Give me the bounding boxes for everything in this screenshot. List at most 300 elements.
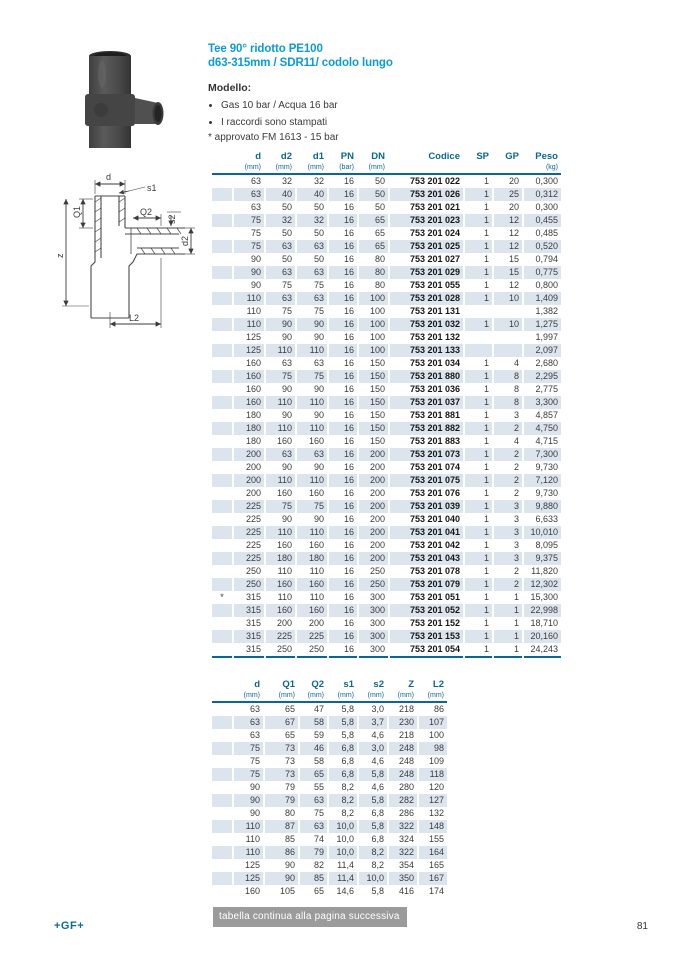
cell-codice: 753 201 132 <box>389 331 464 344</box>
col-unit-s2: (mm) <box>358 691 388 702</box>
cell-note <box>212 781 233 794</box>
article-table <box>212 151 561 658</box>
cell-Q1: 73 <box>264 755 299 768</box>
cell-L2: 132 <box>418 807 447 820</box>
cell-d: 200 <box>233 448 265 461</box>
cell-d2: 90 <box>265 318 296 331</box>
cell-SP: 1 <box>464 539 493 552</box>
cell-note <box>212 383 233 396</box>
col-header-Z: Z <box>388 679 418 691</box>
cell-d: 90 <box>233 279 265 292</box>
cell-d: 125 <box>233 872 264 885</box>
cell-note <box>212 513 233 526</box>
cell-d: 315 <box>233 630 265 643</box>
table-row <box>212 768 447 781</box>
cell-d: 63 <box>233 174 265 188</box>
table-row <box>212 305 561 318</box>
dim-label-q2: Q2 <box>140 207 153 217</box>
cell-GP: 12 <box>493 214 523 227</box>
cell-Z: 280 <box>388 781 418 794</box>
cell-Q2: 58 <box>299 755 328 768</box>
cell-GP: 12 <box>493 240 523 253</box>
cell-d: 225 <box>233 552 265 565</box>
cell-PN: 16 <box>328 201 358 214</box>
cell-d1: 40 <box>296 188 328 201</box>
cell-d: 180 <box>233 435 265 448</box>
table-row <box>212 885 447 898</box>
cell-codice: 753 201 051 <box>389 591 464 604</box>
cell-peso: 7,120 <box>523 474 561 487</box>
cell-GP: 2 <box>493 578 523 591</box>
cell-GP: 2 <box>493 474 523 487</box>
cell-L2: 100 <box>418 729 447 742</box>
table-row <box>212 396 561 409</box>
cell-Q1: 65 <box>264 729 299 742</box>
cell-peso: 22,998 <box>523 604 561 617</box>
table-row <box>212 781 447 794</box>
cell-d1: 90 <box>296 383 328 396</box>
cell-codice: 753 201 153 <box>389 630 464 643</box>
cell-GP: 2 <box>493 565 523 578</box>
cell-Q2: 63 <box>299 820 328 833</box>
page-title: Tee 90° ridotto PE100 <box>208 43 323 55</box>
cell-d: 110 <box>233 305 265 318</box>
cell-SP: 1 <box>464 201 493 214</box>
cell-PN: 16 <box>328 266 358 279</box>
col-unit-d: (mm) <box>233 163 265 174</box>
technical-drawing <box>33 166 201 339</box>
cell-d: 315 <box>233 617 265 630</box>
cell-codice: 753 201 152 <box>389 617 464 630</box>
table-row <box>212 214 561 227</box>
cell-d1: 75 <box>296 305 328 318</box>
cell-Q1: 90 <box>264 859 299 872</box>
cell-Q2: 79 <box>299 846 328 859</box>
cell-PN: 16 <box>328 240 358 253</box>
cell-L2: 167 <box>418 872 447 885</box>
cell-d: 315 <box>233 643 265 657</box>
cell-peso: 4,715 <box>523 435 561 448</box>
cell-SP: 1 <box>464 253 493 266</box>
model-bullet-list <box>208 98 538 130</box>
cell-SP <box>464 344 493 357</box>
cell-SP: 1 <box>464 487 493 500</box>
model-label: Modello: <box>208 82 252 94</box>
cell-s1: 10,0 <box>328 820 358 833</box>
cell-d1: 200 <box>296 617 328 630</box>
col-header-s2: s2 <box>358 679 388 691</box>
cell-s1: 11,4 <box>328 859 358 872</box>
col-unit-GP <box>493 163 523 174</box>
cell-d: 225 <box>233 513 265 526</box>
cell-L2: 174 <box>418 885 447 898</box>
cell-PN: 16 <box>328 461 358 474</box>
cell-GP: 3 <box>493 500 523 513</box>
cell-d2: 200 <box>265 617 296 630</box>
cell-s2: 4,6 <box>358 755 388 768</box>
cell-Z: 354 <box>388 859 418 872</box>
cell-d: 63 <box>233 716 264 729</box>
cell-GP: 3 <box>493 409 523 422</box>
table-row <box>212 716 447 729</box>
title-block <box>208 42 538 144</box>
cell-L2: 109 <box>418 755 447 768</box>
cell-peso: 9,730 <box>523 461 561 474</box>
cell-GP: 1 <box>493 604 523 617</box>
cell-d2: 160 <box>265 487 296 500</box>
cell-L2: 120 <box>418 781 447 794</box>
cell-d2: 75 <box>265 500 296 513</box>
table-row <box>212 591 561 604</box>
cell-note <box>212 227 233 240</box>
cell-d2: 50 <box>265 201 296 214</box>
cell-SP: 1 <box>464 552 493 565</box>
cell-s1: 6,8 <box>328 768 358 781</box>
cell-DN: 100 <box>358 331 389 344</box>
model-bullet: • I raccordi sono stampati <box>221 115 538 130</box>
cell-SP: 1 <box>464 565 493 578</box>
cell-SP: 1 <box>464 409 493 422</box>
cell-L2: 86 <box>418 702 447 716</box>
col-unit-d: (mm) <box>233 691 264 702</box>
cell-PN: 16 <box>328 539 358 552</box>
cell-peso: 2,775 <box>523 383 561 396</box>
cell-DN: 200 <box>358 539 389 552</box>
cell-d1: 160 <box>296 578 328 591</box>
cell-peso: 0,300 <box>523 174 561 188</box>
cell-peso: 15,300 <box>523 591 561 604</box>
cell-codice: 753 201 131 <box>389 305 464 318</box>
cell-codice: 753 201 054 <box>389 643 464 657</box>
cell-d: 110 <box>233 833 264 846</box>
cell-d1: 63 <box>296 240 328 253</box>
page-number: 81 <box>636 921 648 932</box>
cell-s2: 8,2 <box>358 859 388 872</box>
cell-d1: 32 <box>296 214 328 227</box>
cell-DN: 100 <box>358 305 389 318</box>
cell-codice: 753 201 133 <box>389 344 464 357</box>
cell-peso: 8,095 <box>523 539 561 552</box>
cell-note <box>212 630 233 643</box>
cell-peso: 2,295 <box>523 370 561 383</box>
cell-PN: 16 <box>328 383 358 396</box>
cell-peso: 9,375 <box>523 552 561 565</box>
cell-d: 200 <box>233 487 265 500</box>
cell-PN: 16 <box>328 370 358 383</box>
table-row <box>212 820 447 833</box>
cell-note <box>212 578 233 591</box>
cell-Z: 248 <box>388 768 418 781</box>
cell-PN: 16 <box>328 227 358 240</box>
cell-codice: 753 201 028 <box>389 292 464 305</box>
article-table-body <box>212 174 561 657</box>
table-row <box>212 500 561 513</box>
cell-Q2: 46 <box>299 742 328 755</box>
cell-d: 63 <box>233 702 264 716</box>
cell-DN: 200 <box>358 448 389 461</box>
cell-codice: 753 201 880 <box>389 370 464 383</box>
cell-d: 110 <box>233 820 264 833</box>
cell-d: 180 <box>233 422 265 435</box>
cell-d: 160 <box>233 357 265 370</box>
cell-DN: 200 <box>358 552 389 565</box>
table-row <box>212 872 447 885</box>
cell-Q2: 74 <box>299 833 328 846</box>
cell-s1: 6,8 <box>328 755 358 768</box>
cell-GP <box>493 344 523 357</box>
cell-DN: 100 <box>358 344 389 357</box>
col-unit-d2: (mm) <box>265 163 296 174</box>
col-header-codice: Codice <box>389 151 464 163</box>
cell-note <box>212 461 233 474</box>
table-row <box>212 344 561 357</box>
cell-d2: 90 <box>265 331 296 344</box>
cell-d1: 63 <box>296 266 328 279</box>
cell-PN: 16 <box>328 474 358 487</box>
cell-peso: 0,300 <box>523 201 561 214</box>
cell-SP: 1 <box>464 214 493 227</box>
table-row <box>212 604 561 617</box>
cell-d2: 160 <box>265 539 296 552</box>
cell-PN: 16 <box>328 253 358 266</box>
cell-s2: 6,8 <box>358 833 388 846</box>
cell-codice: 753 201 075 <box>389 474 464 487</box>
cell-note <box>212 702 233 716</box>
col-unit-peso: (kg) <box>523 163 561 174</box>
cell-peso: 4,857 <box>523 409 561 422</box>
cell-GP: 12 <box>493 227 523 240</box>
cell-SP: 1 <box>464 357 493 370</box>
cell-PN: 16 <box>328 487 358 500</box>
cell-note <box>212 617 233 630</box>
cell-d1: 110 <box>296 344 328 357</box>
cell-DN: 150 <box>358 396 389 409</box>
cell-GP: 2 <box>493 422 523 435</box>
cell-PN: 16 <box>328 422 358 435</box>
col-header-d2: d2 <box>265 151 296 163</box>
cell-codice: 753 201 052 <box>389 604 464 617</box>
cell-peso: 11,820 <box>523 565 561 578</box>
table-row <box>212 370 561 383</box>
cell-d2: 160 <box>265 435 296 448</box>
table-row <box>212 409 561 422</box>
cell-note <box>212 370 233 383</box>
cell-DN: 100 <box>358 292 389 305</box>
cell-peso: 9,880 <box>523 500 561 513</box>
cell-note <box>212 409 233 422</box>
cell-d: 63 <box>233 729 264 742</box>
cell-note <box>212 201 233 214</box>
cell-SP: 1 <box>464 448 493 461</box>
cell-codice: 753 201 024 <box>389 227 464 240</box>
cell-d1: 160 <box>296 539 328 552</box>
cell-Q1: 73 <box>264 742 299 755</box>
cell-d: 90 <box>233 781 264 794</box>
cell-d: 110 <box>233 846 264 859</box>
cell-Z: 248 <box>388 742 418 755</box>
col-unit-Q1: (mm) <box>264 691 299 702</box>
cell-GP: 10 <box>493 292 523 305</box>
cell-GP: 8 <box>493 383 523 396</box>
cell-PN: 16 <box>328 591 358 604</box>
cell-d1: 225 <box>296 630 328 643</box>
table-row <box>212 331 561 344</box>
cell-L2: 165 <box>418 859 447 872</box>
cell-DN: 250 <box>358 578 389 591</box>
cell-DN: 150 <box>358 383 389 396</box>
cell-DN: 50 <box>358 188 389 201</box>
cell-s1: 5,8 <box>328 729 358 742</box>
cell-SP: 1 <box>464 318 493 331</box>
cell-note <box>212 768 233 781</box>
cell-DN: 200 <box>358 513 389 526</box>
cell-d: 75 <box>233 742 264 755</box>
cell-codice: 753 201 073 <box>389 448 464 461</box>
cell-d1: 180 <box>296 552 328 565</box>
col-unit-SP <box>464 163 493 174</box>
cell-d: 160 <box>233 396 265 409</box>
cell-d1: 110 <box>296 565 328 578</box>
table-row <box>212 435 561 448</box>
cell-note <box>212 435 233 448</box>
cell-GP <box>493 305 523 318</box>
cell-note <box>212 755 233 768</box>
cell-SP: 1 <box>464 630 493 643</box>
cell-d2: 160 <box>265 578 296 591</box>
cell-Q1: 86 <box>264 846 299 859</box>
cell-note <box>212 214 233 227</box>
cell-note <box>212 604 233 617</box>
cell-note <box>212 500 233 513</box>
cell-codice: 753 201 022 <box>389 174 464 188</box>
cell-codice: 753 201 037 <box>389 396 464 409</box>
cell-DN: 150 <box>358 435 389 448</box>
cell-Q2: 59 <box>299 729 328 742</box>
cell-s2: 5,8 <box>358 768 388 781</box>
cell-d: 225 <box>233 500 265 513</box>
cell-d: 110 <box>233 292 265 305</box>
cell-note <box>212 331 233 344</box>
table-row <box>212 729 447 742</box>
col-header-d1: d1 <box>296 151 328 163</box>
table-row <box>212 702 447 716</box>
cell-PN: 16 <box>328 617 358 630</box>
col-header-d: d <box>233 151 265 163</box>
cell-d2: 75 <box>265 305 296 318</box>
cell-DN: 300 <box>358 643 389 657</box>
cell-note <box>212 422 233 435</box>
cell-peso: 20,160 <box>523 630 561 643</box>
cell-codice: 753 201 032 <box>389 318 464 331</box>
cell-GP: 12 <box>493 279 523 292</box>
cell-SP: 1 <box>464 435 493 448</box>
col-unit-Q2: (mm) <box>299 691 328 702</box>
cell-Q2: 55 <box>299 781 328 794</box>
dim-label-d2: d2 <box>180 235 190 246</box>
col-header-note <box>212 679 233 691</box>
dimension-drawing <box>33 166 201 334</box>
cell-SP: 1 <box>464 617 493 630</box>
model-bullet: • Gas 10 bar / Acqua 16 bar <box>221 98 538 113</box>
cell-Q2: 82 <box>299 859 328 872</box>
article-table-header <box>212 151 561 174</box>
cell-d1: 90 <box>296 331 328 344</box>
cell-d: 110 <box>233 318 265 331</box>
cell-DN: 200 <box>358 474 389 487</box>
cell-DN: 65 <box>358 214 389 227</box>
cell-s1: 6,8 <box>328 742 358 755</box>
cell-s1: 5,8 <box>328 702 358 716</box>
cell-peso: 1,275 <box>523 318 561 331</box>
cell-SP: 1 <box>464 591 493 604</box>
cell-SP: 1 <box>464 643 493 657</box>
cell-GP: 15 <box>493 253 523 266</box>
cell-note <box>212 716 233 729</box>
cell-peso: 6,633 <box>523 513 561 526</box>
cell-codice: 753 201 882 <box>389 422 464 435</box>
cell-d2: 160 <box>265 604 296 617</box>
cell-peso: 4,750 <box>523 422 561 435</box>
cell-codice: 753 201 027 <box>389 253 464 266</box>
col-header-Q1: Q1 <box>264 679 299 691</box>
cell-codice: 753 201 074 <box>389 461 464 474</box>
cell-Q1: 80 <box>264 807 299 820</box>
cell-d1: 90 <box>296 513 328 526</box>
cell-PN: 16 <box>328 409 358 422</box>
cell-Z: 218 <box>388 702 418 716</box>
table-row <box>212 565 561 578</box>
col-unit-note <box>212 163 233 174</box>
col-header-Q2: Q2 <box>299 679 328 691</box>
cell-SP: 1 <box>464 474 493 487</box>
cell-d: 63 <box>233 201 265 214</box>
cell-peso: 0,800 <box>523 279 561 292</box>
cell-d1: 75 <box>296 500 328 513</box>
table-row <box>212 552 561 565</box>
cell-d1: 90 <box>296 409 328 422</box>
cell-codice: 753 201 023 <box>389 214 464 227</box>
cell-PN: 16 <box>328 604 358 617</box>
dimensions-table <box>212 679 447 898</box>
dim-label-s1: s1 <box>147 183 157 193</box>
cell-d: 75 <box>233 755 264 768</box>
cell-s2: 4,6 <box>358 729 388 742</box>
cell-codice: 753 201 055 <box>389 279 464 292</box>
cell-d: 200 <box>233 474 265 487</box>
cell-note <box>212 552 233 565</box>
cell-PN: 16 <box>328 188 358 201</box>
cell-d: 125 <box>233 859 264 872</box>
cell-SP: 1 <box>464 240 493 253</box>
cell-d2: 110 <box>265 474 296 487</box>
cell-PN: 16 <box>328 578 358 591</box>
cell-L2: 127 <box>418 794 447 807</box>
cell-DN: 250 <box>358 565 389 578</box>
cell-PN: 16 <box>328 435 358 448</box>
col-unit-PN: (bar) <box>328 163 358 174</box>
cell-GP: 20 <box>493 201 523 214</box>
cell-note <box>212 526 233 539</box>
cell-d: 250 <box>233 565 265 578</box>
cell-SP: 1 <box>464 604 493 617</box>
col-header-DN: DN <box>358 151 389 163</box>
cell-d: 315 <box>233 604 265 617</box>
cell-DN: 150 <box>358 422 389 435</box>
cell-s2: 5,8 <box>358 820 388 833</box>
cell-L2: 118 <box>418 768 447 781</box>
cell-d2: 110 <box>265 422 296 435</box>
cell-d: 90 <box>233 266 265 279</box>
